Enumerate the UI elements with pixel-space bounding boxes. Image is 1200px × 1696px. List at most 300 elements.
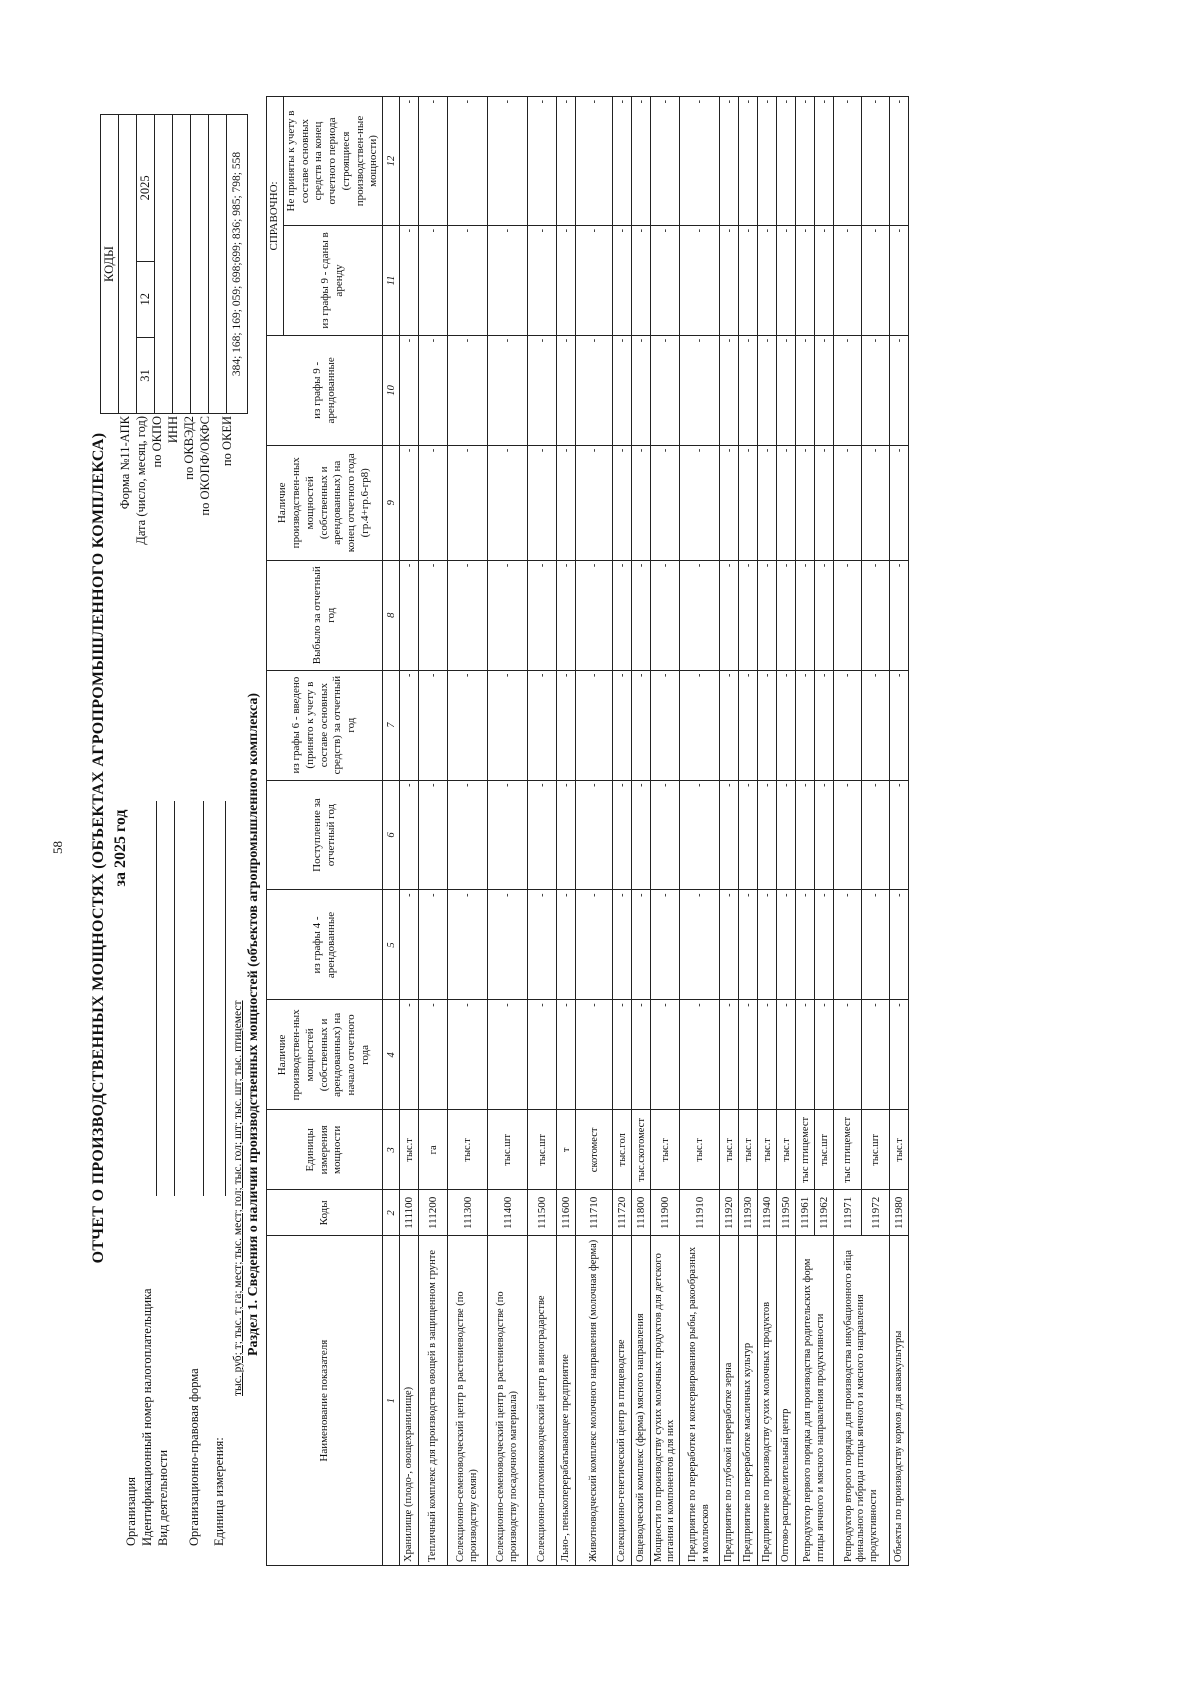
row-code: 111910 [680,1190,720,1236]
row-unit: тыс.т [720,1110,739,1190]
value-cell-col-12[interactable]: - [739,97,758,226]
value-cell-col-7[interactable]: - [528,670,557,780]
value-cell-col-4[interactable]: - [796,1000,815,1110]
row-unit: тыс.шт [862,1110,890,1190]
indicator-name: Селекционно-питомниководческий центр в виноградарстве [528,1236,557,1566]
value-cell-col-4[interactable]: - [739,1000,758,1110]
value-cell-col-8[interactable]: - [613,560,632,670]
row-code: 111930 [739,1190,758,1236]
table-row [419,97,448,1566]
th-units: Единицы измерения мощности [267,1110,383,1190]
value-cell-col-10[interactable]: - [448,335,488,445]
table-row [528,97,557,1566]
value-cell-col-5[interactable]: - [400,890,419,1000]
value-cell-col-4[interactable]: - [777,1000,796,1110]
value-cell-col-4[interactable]: - [419,1000,448,1110]
value-cell-col-7[interactable]: - [796,670,815,780]
row-code: 111720 [613,1190,632,1236]
value-cell-col-10[interactable]: - [488,335,528,445]
indicator-name: Объекты по производству кормов для аквакультуры [890,1236,909,1566]
value-cell-col-11[interactable]: - [613,226,632,336]
th-codes: Коды [267,1190,383,1236]
value-cell-col-8[interactable]: - [632,560,651,670]
indicator-name: Животноводческий комплекс молочного направления (молочная ферма) [576,1236,613,1566]
code-okei-values: 384; 168; 169; 059; 698;699; 836; 985; 798; 558 [227,115,248,414]
value-cell-col-9[interactable]: - [448,445,488,560]
label-legal-form: Организационно-правовая форма [187,1368,201,1546]
value-cell-col-6[interactable]: - [613,780,632,890]
code-okved-cell [191,115,209,414]
value-cell-col-5[interactable]: - [834,890,862,1000]
value-cell-col-12[interactable]: - [488,97,528,226]
value-cell-col-6[interactable]: - [400,780,419,890]
column-number-9: 9 [383,445,400,560]
row-code: 111500 [528,1190,557,1236]
value-cell-col-5[interactable]: - [419,890,448,1000]
value-cell-col-9[interactable]: - [890,445,909,560]
value-cell-col-4[interactable]: - [576,1000,613,1110]
value-cell-col-12[interactable]: - [834,97,862,226]
label-okpo: по ОКПО [150,416,164,468]
value-cell-col-12[interactable]: - [815,97,834,226]
row-code: 111100 [400,1190,419,1236]
codes-box [100,114,248,414]
value-cell-col-11[interactable]: - [680,226,720,336]
indicator-name: Репродуктор второго порядка для производства инкубационного яйца финального гибрида птицы яичного и мясного направления продуктивности [834,1236,890,1566]
value-cell-col-10[interactable]: - [796,335,815,445]
table-row [576,97,613,1566]
value-cell-col-11[interactable]: - [834,226,862,336]
row-code: 111600 [557,1190,576,1236]
value-cell-col-9[interactable]: - [796,445,815,560]
value-cell-col-8[interactable]: - [758,560,777,670]
value-cell-col-7[interactable]: - [720,670,739,780]
row-unit: тыс.т [758,1110,777,1190]
value-cell-col-12[interactable]: - [613,97,632,226]
value-cell-col-10[interactable]: - [720,335,739,445]
value-cell-col-10[interactable]: - [758,335,777,445]
code-year: 2025 [137,115,155,262]
row-unit: тыс.т [777,1110,796,1190]
value-cell-col-6[interactable]: - [488,780,528,890]
value-cell-col-9[interactable]: - [419,445,448,560]
value-cell-col-6[interactable]: - [651,780,680,890]
row-code: 111962 [815,1190,834,1236]
value-cell-col-12[interactable]: - [419,97,448,226]
value-cell-col-8[interactable]: - [862,560,890,670]
value-cell-col-6[interactable]: - [815,780,834,890]
label-date: Дата (число, месяц, год) [134,416,148,545]
value-cell-col-10[interactable]: - [419,335,448,445]
field-line-units [225,801,226,1196]
value-cell-col-5[interactable]: - [528,890,557,1000]
th-leased-from-4: из графы 4 - арендованные [267,890,383,1000]
value-cell-col-7[interactable]: - [632,670,651,780]
value-cell-col-4[interactable]: - [651,1000,680,1110]
label-okei: по ОКЕИ [220,416,234,467]
value-cell-col-8[interactable]: - [557,560,576,670]
value-cell-col-8[interactable]: - [448,560,488,670]
value-cell-col-9[interactable]: - [632,445,651,560]
indicator-name: Предприятие по глубокой переработке зерна [720,1236,739,1566]
value-cell-col-9[interactable]: - [834,445,862,560]
value-cell-col-6[interactable]: - [758,780,777,890]
row-unit: тыс.скотомест [632,1110,651,1190]
value-cell-col-4[interactable]: - [720,1000,739,1110]
value-cell-col-7[interactable]: - [448,670,488,780]
th-leased-out: из графы 9 - сданы в аренду [283,226,382,336]
value-cell-col-7[interactable]: - [488,670,528,780]
value-cell-col-8[interactable]: - [419,560,448,670]
value-cell-col-4[interactable]: - [862,1000,890,1110]
table-row [758,97,777,1566]
row-code: 111971 [834,1190,862,1236]
row-code: 111800 [632,1190,651,1236]
value-cell-col-8[interactable]: - [400,560,419,670]
value-cell-col-11[interactable]: - [651,226,680,336]
label-inn: Идентификационный номер налогоплательщика [140,1288,154,1546]
field-line-activity [174,801,175,1196]
table-row [680,97,720,1566]
row-unit: тыс.шт [528,1110,557,1190]
value-cell-col-5[interactable]: - [651,890,680,1000]
value-cell-col-7[interactable]: - [557,670,576,780]
column-number-7: 7 [383,670,400,780]
column-number-8: 8 [383,560,400,670]
value-cell-col-7[interactable]: - [419,670,448,780]
value-cell-col-5[interactable]: - [815,890,834,1000]
value-cell-col-9[interactable]: - [758,445,777,560]
value-cell-col-4[interactable]: - [557,1000,576,1110]
value-cell-col-5[interactable]: - [890,890,909,1000]
value-cell-col-10[interactable]: - [557,335,576,445]
value-cell-col-9[interactable]: - [815,445,834,560]
value-cell-col-8[interactable]: - [815,560,834,670]
value-cell-col-5[interactable]: - [448,890,488,1000]
indicator-name: Селекционно-генетический центр в птицеводстве [613,1236,632,1566]
value-cell-col-7[interactable]: - [777,670,796,780]
value-cell-col-12[interactable]: - [448,97,488,226]
table-row [557,97,576,1566]
value-cell-col-11[interactable]: - [557,226,576,336]
row-code: 111710 [576,1190,613,1236]
value-cell-col-7[interactable]: - [739,670,758,780]
value-cell-col-6[interactable]: - [528,780,557,890]
value-cell-col-11[interactable]: - [720,226,739,336]
value-cell-col-11[interactable]: - [488,226,528,336]
value-cell-col-9[interactable]: - [777,445,796,560]
value-cell-col-5[interactable]: - [796,890,815,1000]
indicator-name: Мощности по производству сухих молочных продуктов для детского питания и компонентов для них [651,1236,680,1566]
value-cell-col-11[interactable]: - [777,226,796,336]
value-cell-col-12[interactable]: - [680,97,720,226]
value-cell-col-9[interactable]: - [720,445,739,560]
value-cell-col-8[interactable]: - [777,560,796,670]
value-cell-col-10[interactable]: - [834,335,862,445]
column-number-4: 4 [383,1000,400,1110]
indicator-name: Репродуктор первого порядка для производства родительских форм птицы яичного и мясного направления продуктивности [796,1236,834,1566]
value-cell-col-12[interactable]: - [576,97,613,226]
value-cell-col-10[interactable]: - [613,335,632,445]
table-row [777,97,796,1566]
value-cell-col-10[interactable]: - [576,335,613,445]
row-code: 111400 [488,1190,528,1236]
th-not-accepted: Не приняты к учету в составе основных средств на конец отчетного периода (строящиеся производствен-ные мощности) [283,97,382,226]
value-cell-col-8[interactable]: - [834,560,862,670]
value-cell-col-6[interactable]: - [448,780,488,890]
value-cell-col-7[interactable]: - [613,670,632,780]
row-unit: тыс птицемест [796,1110,815,1190]
value-cell-col-6[interactable]: - [862,780,890,890]
value-cell-col-9[interactable]: - [528,445,557,560]
th-reference: СПРАВОЧНО: [267,97,284,336]
th-name: Наименование показателя [267,1236,383,1566]
value-cell-col-11[interactable]: - [576,226,613,336]
indicator-name: Тепличный комплекс для производства овощей в защищенном грунте [419,1236,448,1566]
value-cell-col-10[interactable]: - [528,335,557,445]
value-cell-col-9[interactable]: - [680,445,720,560]
indicator-name: Овцеводческий комплекс (ферма) мясного направления [632,1236,651,1566]
value-cell-col-5[interactable]: - [632,890,651,1000]
label-okopf: по ОКОПФ/ОКФС [198,416,212,516]
th-introduced: из графы 6 - введено (принято к учету в составе основных средств) за отчетный год [267,670,383,780]
value-cell-col-10[interactable]: - [651,335,680,445]
label-units: Единица измерения: [212,1437,226,1546]
th-received: Поступление за отчетный год [267,780,383,890]
value-cell-col-7[interactable]: - [758,670,777,780]
value-cell-col-8[interactable]: - [796,560,815,670]
value-cell-col-12[interactable]: - [720,97,739,226]
table-body [400,97,909,1566]
value-cell-col-6[interactable]: - [419,780,448,890]
code-okpo-cell [155,115,173,414]
row-code: 111200 [419,1190,448,1236]
value-cell-col-8[interactable]: - [576,560,613,670]
value-cell-col-4[interactable]: - [680,1000,720,1110]
indicator-name: Селекционно-семеноводческий центр в растениеводстве (по производству посадочного материала) [488,1236,528,1566]
value-cell-col-10[interactable]: - [862,335,890,445]
value-cell-col-9[interactable]: - [557,445,576,560]
table-row [488,97,528,1566]
value-cell-col-6[interactable]: - [890,780,909,890]
value-cell-col-5[interactable]: - [488,890,528,1000]
value-cell-col-12[interactable]: - [862,97,890,226]
value-cell-col-9[interactable]: - [400,445,419,560]
section-title: Раздел 1. Сведения о наличии производственных мощностей (объектов агропромышленного комплекса) [246,692,261,1356]
indicator-name: Селекционно-семеноводческий центр в растениеводстве (по производству семян) [448,1236,488,1566]
value-cell-col-9[interactable]: - [739,445,758,560]
value-cell-col-7[interactable]: - [576,670,613,780]
value-cell-col-10[interactable]: - [890,335,909,445]
row-unit: тыс.т [651,1110,680,1190]
column-number-6: 6 [383,780,400,890]
label-okved: по ОКВЭД2 [182,416,196,480]
value-cell-col-8[interactable]: - [680,560,720,670]
row-unit: тыс.шт [815,1110,834,1190]
value-cell-col-12[interactable]: - [796,97,815,226]
indicator-name: Хранилище (плодо-, овощехранилище) [400,1236,419,1566]
value-cell-col-12[interactable]: - [400,97,419,226]
value-cell-col-6[interactable]: - [680,780,720,890]
table-row [720,97,739,1566]
value-cell-col-11[interactable]: - [419,226,448,336]
value-cell-col-11[interactable]: - [815,226,834,336]
value-cell-col-8[interactable]: - [890,560,909,670]
indicator-name: Предприятие по переработке масличных культур [739,1236,758,1566]
code-inn-cell [173,115,191,414]
value-cell-col-5[interactable]: - [862,890,890,1000]
value-cell-col-8[interactable]: - [488,560,528,670]
value-cell-col-9[interactable]: - [862,445,890,560]
value-cell-col-9[interactable]: - [651,445,680,560]
page-number: 58 [50,841,65,854]
value-cell-col-7[interactable]: - [680,670,720,780]
value-cell-col-5[interactable]: - [720,890,739,1000]
value-cell-col-4[interactable]: - [815,1000,834,1110]
th-retired: Выбыло за отчетный год [267,560,383,670]
value-cell-col-7[interactable]: - [815,670,834,780]
value-cell-col-6[interactable]: - [557,780,576,890]
value-cell-col-12[interactable]: - [557,97,576,226]
code-month: 12 [137,261,155,337]
value-cell-col-5[interactable]: - [576,890,613,1000]
label-organization: Организация [124,1477,138,1546]
row-unit: тыс.т [739,1110,758,1190]
table-row [890,97,909,1566]
label-activity: Вид деятельности [156,1449,170,1546]
row-code: 111950 [777,1190,796,1236]
value-cell-col-7[interactable]: - [890,670,909,780]
value-cell-col-11[interactable]: - [796,226,815,336]
value-cell-col-11[interactable]: - [739,226,758,336]
indicator-name: Предприятие по производству сухих молочных продуктов [758,1236,777,1566]
value-cell-col-4[interactable]: - [890,1000,909,1110]
value-cell-col-10[interactable]: - [777,335,796,445]
value-cell-col-6[interactable]: - [576,780,613,890]
value-cell-col-4[interactable]: - [758,1000,777,1110]
value-cell-col-9[interactable]: - [613,445,632,560]
column-number-2: 2 [383,1190,400,1236]
row-code: 111961 [796,1190,815,1236]
value-cell-col-10[interactable]: - [632,335,651,445]
value-cell-col-10[interactable]: - [739,335,758,445]
value-cell-col-6[interactable]: - [739,780,758,890]
value-cell-col-11[interactable]: - [890,226,909,336]
value-cell-col-5[interactable]: - [777,890,796,1000]
value-cell-col-6[interactable]: - [777,780,796,890]
row-code: 111980 [890,1190,909,1236]
value-cell-col-12[interactable]: - [632,97,651,226]
value-cell-col-8[interactable]: - [720,560,739,670]
value-cell-col-6[interactable]: - [834,780,862,890]
field-line-inn [156,801,157,1196]
value-cell-col-9[interactable]: - [576,445,613,560]
value-cell-col-8[interactable]: - [739,560,758,670]
row-unit: тыс.гол [613,1110,632,1190]
value-cell-col-11[interactable]: - [400,226,419,336]
column-number-11: 11 [383,226,400,336]
value-cell-col-7[interactable]: - [651,670,680,780]
value-cell-col-8[interactable]: - [528,560,557,670]
value-cell-col-9[interactable]: - [488,445,528,560]
value-cell-col-12[interactable]: - [758,97,777,226]
value-cell-col-12[interactable]: - [890,97,909,226]
row-unit: тыс.т [890,1110,909,1190]
codes-header: КОДЫ [101,115,119,414]
value-cell-col-11[interactable]: - [632,226,651,336]
value-cell-col-5[interactable]: - [613,890,632,1000]
indicator-name: Льно-, пенькоперерабатывающее предприятие [557,1236,576,1566]
value-cell-col-4[interactable]: - [632,1000,651,1110]
table-row [834,97,862,1566]
value-cell-col-12[interactable]: - [651,97,680,226]
column-number-3: 3 [383,1110,400,1190]
value-cell-col-5[interactable]: - [557,890,576,1000]
column-number-5: 5 [383,890,400,1000]
value-cell-col-4[interactable]: - [400,1000,419,1110]
value-cell-col-7[interactable]: - [862,670,890,780]
value-cell-col-10[interactable]: - [680,335,720,445]
table-row [739,97,758,1566]
value-cell-col-4[interactable]: - [613,1000,632,1110]
report-period: за 2025 год [112,809,129,887]
value-cell-col-11[interactable]: - [448,226,488,336]
row-unit: т [557,1110,576,1190]
row-code: 111900 [651,1190,680,1236]
value-cell-col-11[interactable]: - [758,226,777,336]
value-cell-col-4[interactable]: - [448,1000,488,1110]
th-start-capacity: Наличие производствен-ных мощностей (собственных и арендованных) на начало отчетного года [267,1000,383,1110]
value-cell-col-6[interactable]: - [720,780,739,890]
value-cell-col-10[interactable]: - [815,335,834,445]
value-cell-col-8[interactable]: - [651,560,680,670]
value-cell-col-11[interactable]: - [862,226,890,336]
row-code: 111940 [758,1190,777,1236]
value-cell-col-5[interactable]: - [758,890,777,1000]
capacity-table [266,96,909,1566]
value-cell-col-5[interactable]: - [739,890,758,1000]
table-row [448,97,488,1566]
value-cell-col-4[interactable]: - [834,1000,862,1110]
code-okopf-cell [209,115,227,414]
value-cell-col-6[interactable]: - [632,780,651,890]
row-code: 111920 [720,1190,739,1236]
code-day: 31 [137,337,155,413]
value-cell-col-12[interactable]: - [528,97,557,226]
column-number-1: 1 [383,1236,400,1566]
value-cell-col-7[interactable]: - [834,670,862,780]
th-leased-from-9: из графы 9 - арендованные [267,335,383,445]
units-line [232,1000,244,1396]
indicator-name: Предприятие по переработке и консервированию рыбы, ракообразных и моллюсков [680,1236,720,1566]
table-row [796,97,815,1566]
row-code: 111300 [448,1190,488,1236]
value-cell-col-12[interactable]: - [777,97,796,226]
value-cell-col-7[interactable]: - [400,670,419,780]
value-cell-col-4[interactable]: - [528,1000,557,1110]
table-row [632,97,651,1566]
row-unit: скотомест [576,1110,613,1190]
column-number-12: 12 [383,97,400,226]
value-cell-col-5[interactable]: - [680,890,720,1000]
report-title: ОТЧЕТ О ПРОИЗВОДСТВЕННЫХ МОЩНОСТЯХ (ОБЪЕКТАХ АГРОПРОМЫШЛЕННОГО КОМПЛЕКСА) [90,432,107,1264]
value-cell-col-4[interactable]: - [488,1000,528,1110]
value-cell-col-10[interactable]: - [400,335,419,445]
value-cell-col-11[interactable]: - [528,226,557,336]
indicator-name: Оптово-распределительный центр [777,1236,796,1566]
value-cell-col-6[interactable]: - [796,780,815,890]
units-line-text: тыс. руб; т; тыс. т; га; мест; тыс. мест; гол; тыс. гол; шт; тыс. шт; тыс. птицемест [232,1000,244,1396]
